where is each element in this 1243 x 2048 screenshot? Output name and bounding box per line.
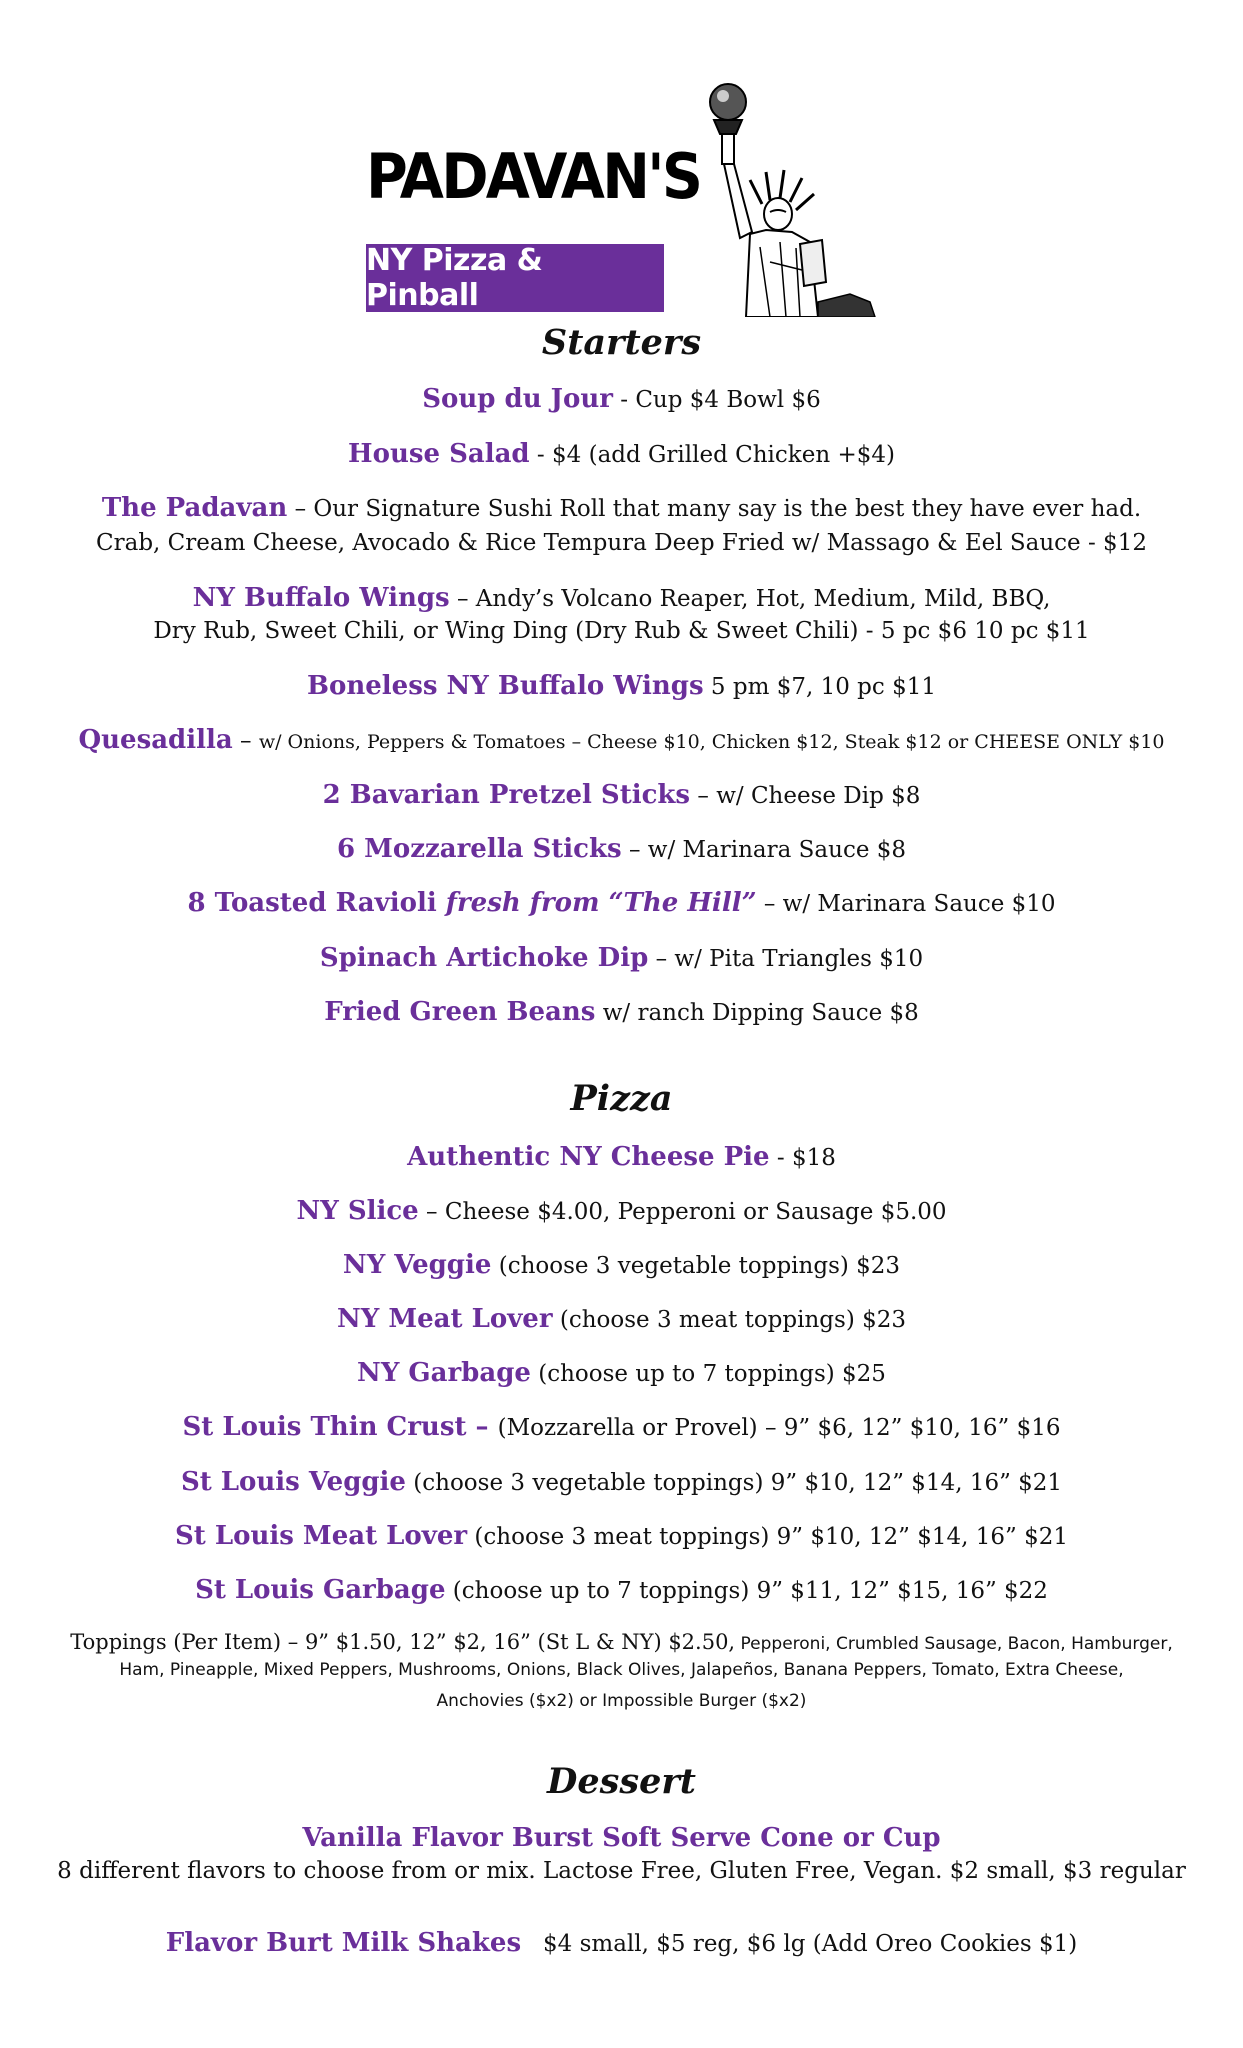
item-desc: $4 small, $5 reg, $6 lg (Add Oreo Cookies $1): [521, 1931, 1078, 1957]
menu-item-padavan: [0, 492, 1243, 525]
item-name: The Padavan: [101, 493, 288, 523]
statue-of-liberty-icon: [700, 72, 890, 317]
toppings-line-3: Anchovies ($x2) or Impossible Burger ($x2): [436, 1691, 807, 1711]
menu-item-padavan-line2: Crab, Cream Cheese, Avocado & Rice Tempura Deep Fried w/ Massago & Eel Sauce - $12: [96, 530, 1147, 556]
item-desc: w/ ranch Dipping Sauce $8: [595, 1000, 919, 1026]
item-name: NY Slice: [296, 1196, 419, 1226]
menu-item-pretzel-sticks: [0, 779, 1243, 812]
item-name: NY Garbage: [357, 1358, 531, 1388]
item-name: Flavor Burt Milk Shakes: [165, 1928, 522, 1958]
item-desc: (choose 3 meat toppings) $23: [552, 1307, 907, 1333]
menu-item-quesadilla: [0, 724, 1243, 758]
item-desc: – w/ Marinara Sauce $10: [756, 891, 1056, 917]
item-desc: – Our Signature Sushi Roll that many say is the best they have ever had.: [287, 496, 1142, 522]
item-name: Spinach Artichoke Dip: [319, 943, 649, 973]
menu-item-ny-buffalo-wings: [0, 582, 1243, 615]
logo: [366, 140, 701, 313]
item-desc: – Andy’s Volcano Reaper, Hot, Medium, Mild, BBQ,: [449, 586, 1051, 612]
menu-item-stl-veggie: [0, 1466, 1243, 1499]
menu-item-soft-serve-line2: 8 different flavors to choose from or mix. Lactose Free, Gluten Free, Vegan. $2 small, $3 regular: [57, 1858, 1186, 1884]
logo-tagline: NY Pizza & Pinball: [366, 244, 664, 312]
menu-item-stl-garbage: [0, 1574, 1243, 1607]
item-desc: – Cheese $4.00, Pepperoni or Sausage $5.00: [418, 1199, 947, 1225]
menu-item-toasted-ravioli: [0, 887, 1243, 920]
section-title-pizza: Pizza: [570, 1078, 673, 1119]
menu-item-stl-thin-crust: [0, 1411, 1243, 1444]
menu-item-milk-shakes: [0, 1927, 1243, 1960]
item-desc: 5 pm $7, 10 pc $11: [703, 674, 936, 700]
item-desc: (Mozzarella or Provel) – 9” $6, 12” $10, 16” $16: [497, 1415, 1061, 1441]
menu-item-soup: [0, 383, 1243, 416]
item-desc: – w/ Pita Triangles $10: [648, 946, 924, 972]
item-name: NY Buffalo Wings: [192, 583, 450, 613]
item-desc: - $18: [769, 1145, 836, 1171]
item-name: NY Meat Lover: [336, 1304, 553, 1334]
item-name: House Salad: [348, 439, 530, 469]
item-name: NY Veggie: [342, 1250, 492, 1280]
item-desc: (choose up to 7 toppings) 9” $11, 12” $15, 16” $22: [445, 1578, 1048, 1604]
menu-item-mozzarella-sticks: [0, 833, 1243, 866]
section-title-dessert: Dessert: [547, 1761, 696, 1802]
menu-item-ny-veggie: [0, 1249, 1243, 1282]
item-name-italic: fresh from “The Hill”: [445, 888, 757, 918]
item-name: 6 Mozzarella Sticks: [336, 834, 622, 864]
menu-item-ny-slice: [0, 1195, 1243, 1228]
menu-item-cheese-pie: [0, 1141, 1243, 1174]
toppings-line-2: Ham, Pineapple, Mixed Peppers, Mushrooms, Onions, Black Olives, Jalapeños, Banana Peppers, Tomato, Extra Cheese,: [119, 1660, 1124, 1680]
item-name: 2 Bavarian Pretzel Sticks: [322, 780, 691, 810]
item-desc: (choose 3 meat toppings) 9” $10, 12” $14, 16” $21: [467, 1524, 1068, 1550]
item-name: St Louis Meat Lover: [174, 1521, 468, 1551]
item-name: St Louis Thin Crust –: [182, 1412, 498, 1442]
item-desc: (choose up to 7 toppings) $25: [530, 1361, 886, 1387]
item-desc: - Cup $4 Bowl $6: [612, 387, 821, 413]
section-title-starters: Starters: [541, 322, 702, 363]
menu-item-spinach-dip: [0, 942, 1243, 975]
item-desc: – w/ Marinara Sauce $8: [621, 837, 907, 863]
item-name: Authentic NY Cheese Pie: [407, 1142, 770, 1172]
item-desc-small: w/ Onions, Peppers & Tomatoes: [258, 731, 566, 753]
item-dash: –: [232, 728, 259, 754]
menu-item-ny-meat-lover: [0, 1303, 1243, 1336]
item-name: Vanilla Flavor Burst Soft Serve Cone or Cup: [302, 1823, 941, 1853]
item-desc: (choose 3 vegetable toppings) $23: [491, 1253, 901, 1279]
toppings-lead: Toppings (Per Item) – 9” $1.50, 12” $2, 16” (St L & NY) $2.50,: [70, 1630, 736, 1654]
item-desc: – Cheese $10, Chicken $12, Steak $12 or CHEESE ONLY $10: [565, 731, 1165, 753]
item-name: Fried Green Beans: [324, 997, 596, 1027]
menu-item-wings-line2: Dry Rub, Sweet Chili, or Wing Ding (Dry Rub & Sweet Chili) - 5 pc $6 10 pc $11: [153, 618, 1090, 644]
item-name: St Louis Garbage: [195, 1575, 446, 1605]
item-name: Soup du Jour: [422, 384, 613, 414]
menu-item-boneless-wings: [0, 670, 1243, 703]
menu-item-stl-meat-lover: [0, 1520, 1243, 1553]
item-name: 8 Toasted Ravioli: [187, 888, 446, 918]
logo-name: PADAVAN'S: [366, 140, 701, 213]
item-desc: (choose 3 vegetable toppings) 9” $10, 12” $14, 16” $21: [405, 1470, 1063, 1496]
item-name: Quesadilla: [78, 725, 233, 755]
menu-item-house-salad: [0, 438, 1243, 471]
item-desc: - $4 (add Grilled Chicken +$4): [529, 442, 895, 468]
menu-item-soft-serve: [0, 1822, 1243, 1855]
menu-item-ny-garbage: [0, 1357, 1243, 1390]
item-name: St Louis Veggie: [180, 1467, 406, 1497]
item-desc: – w/ Cheese Dip $8: [690, 783, 921, 809]
menu-item-green-beans: [0, 996, 1243, 1029]
item-name: Boneless NY Buffalo Wings: [307, 671, 704, 701]
toppings-list: Pepperoni, Crumbled Sausage, Bacon, Hamburger,: [735, 1634, 1173, 1654]
